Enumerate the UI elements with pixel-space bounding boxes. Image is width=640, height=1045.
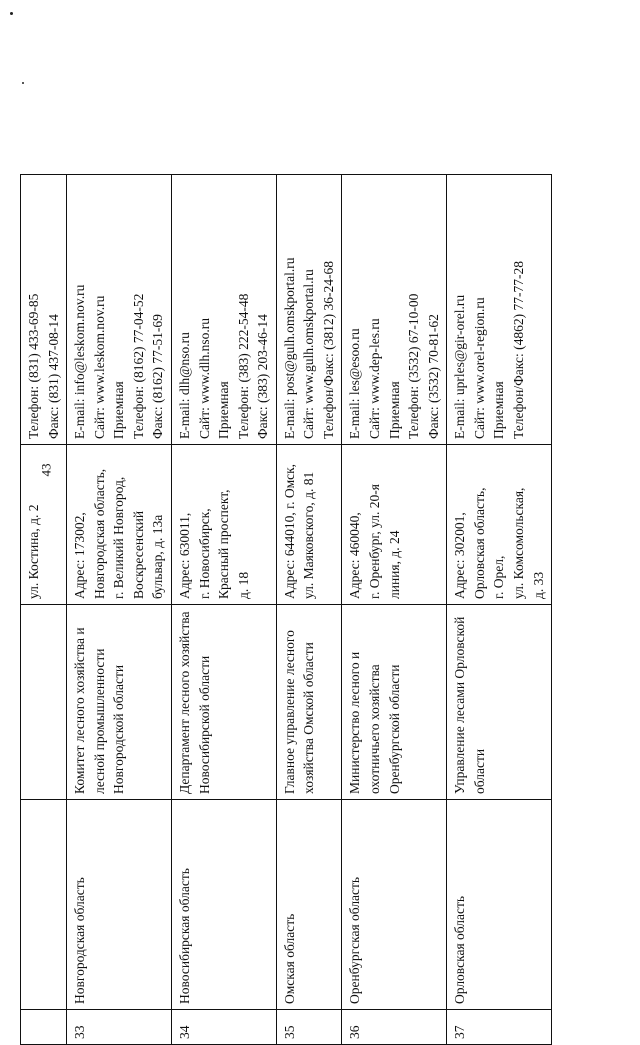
contact-line: Факс: (8162) 77-51-69 — [150, 314, 166, 439]
address-line: Орловская область, — [471, 487, 487, 599]
cell-agency — [342, 605, 447, 800]
cell-contacts — [171, 175, 276, 445]
address-line: бульвар, д. 13а — [150, 514, 166, 599]
contact-line: Телефон: (8162) 77-04-52 — [130, 293, 146, 439]
table-row-carry-over — [21, 175, 67, 1045]
contact-line: E-mail: post@gulh.omskportal.ru — [281, 257, 297, 439]
cell-address — [21, 445, 67, 605]
cell-num-text: 35 — [281, 1025, 297, 1039]
cell-num — [171, 1010, 276, 1045]
cell-agency — [276, 605, 342, 800]
cell-region-text: Новосибирская область — [176, 868, 192, 1004]
table-row — [276, 175, 342, 1045]
address-line: д. 18 — [235, 571, 251, 599]
cell-agency — [67, 605, 172, 800]
contact-line: E-mail: dlh@nso.ru — [176, 332, 192, 439]
cell-num-text: 34 — [176, 1025, 192, 1039]
address-line: г. Оренбург, ул. 20-я — [367, 484, 382, 599]
cell-region-text: Новгородская область — [72, 877, 88, 1004]
contact-line: Факс: (383) 203-46-14 — [255, 314, 271, 439]
address-line: Адрес: 460040, — [347, 512, 363, 599]
address-line: Красный проспект, — [216, 489, 232, 599]
cell-num — [447, 1010, 552, 1045]
cell-address — [342, 445, 447, 605]
cell-agency-text: Управление лесами Орловской области — [452, 616, 487, 794]
contact-line: Сайт: www.orel-region.ru — [471, 297, 487, 439]
cell-num — [21, 1010, 67, 1045]
table-body — [21, 175, 552, 1045]
cell-agency — [171, 605, 276, 800]
contact-line: Факс: (831) 437-08-14 — [45, 314, 61, 439]
cell-num — [67, 1010, 172, 1045]
cell-num — [276, 1010, 342, 1045]
contact-line: Приемная — [111, 381, 127, 439]
address-line: г. Новосибирск, — [196, 508, 212, 599]
contact-line: Приемная — [216, 381, 232, 439]
address-line: Воскресенский — [130, 510, 146, 599]
address-line: линия, д. 24 — [386, 530, 402, 599]
rotated-table-container — [20, 175, 546, 1045]
cell-num-text: 37 — [452, 1025, 468, 1039]
table-row — [67, 175, 172, 1045]
contact-line: Сайт: www.gulh.omskportal.ru — [301, 269, 317, 439]
cell-num-text: 33 — [72, 1025, 88, 1039]
contact-line: E-mail: uprles@gir-orel.ru — [452, 294, 468, 439]
scan-speck — [10, 12, 13, 15]
cell-address — [447, 445, 552, 605]
page-number: 43 — [38, 463, 54, 477]
contact-line: Сайт: www.dep-les.ru — [367, 318, 382, 439]
contact-line: Телефон: (383) 222-54-48 — [235, 293, 251, 439]
cell-num — [342, 1010, 447, 1045]
address-line: Адрес: 173002, — [72, 512, 88, 599]
cell-address — [276, 445, 342, 605]
cell-region-text: Орловская область — [452, 895, 468, 1004]
contact-line: E-mail: info@leskom.nov.ru — [72, 284, 88, 439]
address-line: г. Великий Новгород, — [111, 476, 127, 599]
address-line: Адрес: 302001, — [452, 512, 468, 599]
table-row — [447, 175, 552, 1045]
cell-agency-text: Комитет лесного хозяйства и лесной промышленности Новгородской области — [72, 627, 127, 794]
address-line: ул. Маяковского, д. 81 — [301, 471, 317, 599]
contact-line: E-mail: les@esoo.ru — [347, 328, 363, 439]
scan-speck — [22, 82, 24, 84]
address-line: ул. Комсомольская, — [510, 487, 526, 599]
cell-contacts — [21, 175, 67, 445]
cell-contacts — [67, 175, 172, 445]
cell-region-text: Оренбургская область — [347, 876, 363, 1004]
contact-line: Сайт: www.dlh.nso.ru — [196, 318, 212, 439]
contact-line: Телефон: (3532) 67-10-00 — [406, 293, 422, 439]
cell-contacts — [447, 175, 552, 445]
address-line: Адрес: 630011, — [176, 512, 192, 599]
cell-agency-text: Главное управление лесного хозяйства Омской области — [281, 630, 317, 794]
contact-line: Телефон: (831) 433-69-85 — [26, 293, 41, 439]
contact-line: Факс: (3532) 70-81-62 — [425, 314, 441, 439]
forestry-agencies-table — [20, 174, 552, 1045]
cell-contacts — [342, 175, 447, 445]
cell-address — [171, 445, 276, 605]
cell-num-text: 36 — [347, 1025, 363, 1039]
cell-contacts — [276, 175, 342, 445]
address-line: Новгородская область, — [91, 468, 107, 599]
address-line: Адрес: 644010, г. Омск, — [281, 463, 297, 599]
contact-line: Приемная — [386, 381, 402, 439]
contact-line: Приемная — [491, 381, 507, 439]
address-line: ул. Костина, д. 2 — [26, 504, 41, 599]
cell-agency — [21, 605, 67, 800]
contact-line: Сайт: www.leskom.nov.ru — [91, 295, 107, 439]
contact-line: Телефон/Факс: (4862) 77-77-28 — [510, 261, 526, 439]
cell-agency-text: Департамент лесного хозяйства Новосибирской области — [176, 611, 212, 794]
table-row — [171, 175, 276, 1045]
table-row — [342, 175, 447, 1045]
cell-region-text: Омская область — [281, 913, 297, 1004]
cell-agency — [447, 605, 552, 800]
cell-agency-text: Министерство лесного и охотничьего хозяйства Оренбургской области — [347, 651, 402, 794]
contact-line: Телефон/Факс: (3812) 36-24-68 — [320, 261, 336, 439]
cell-address — [67, 445, 172, 605]
address-line: д. 33 — [530, 571, 546, 599]
address-line: г. Орел, — [491, 555, 507, 599]
